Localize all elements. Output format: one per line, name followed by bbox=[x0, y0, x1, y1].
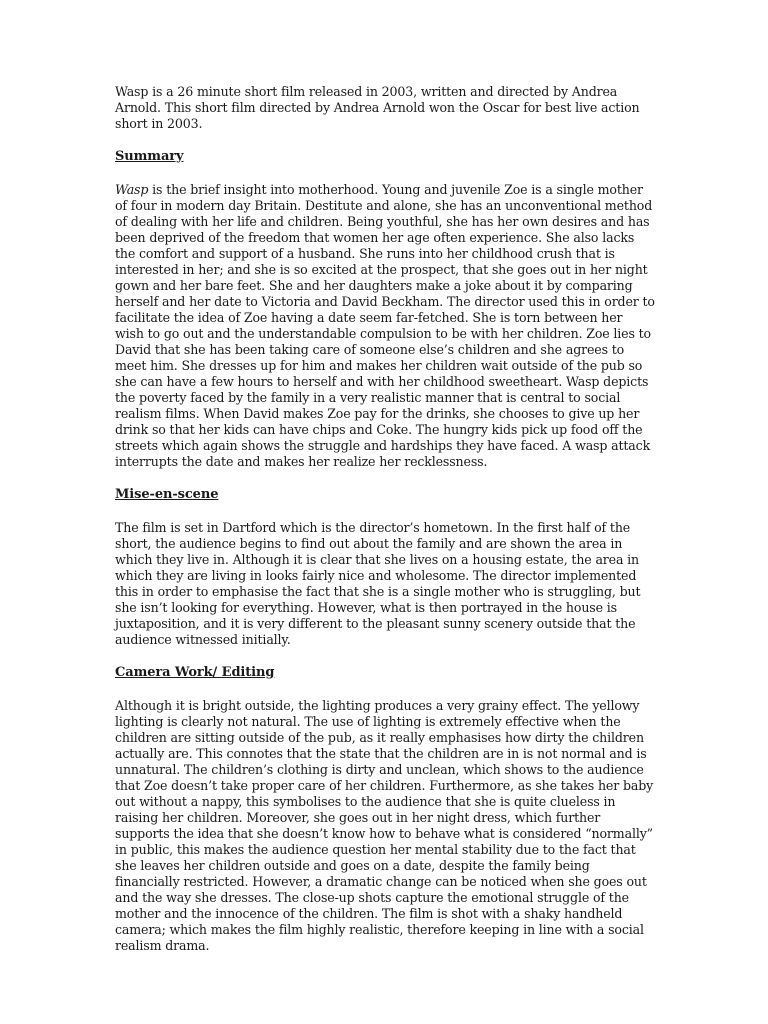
summary-heading: Summary bbox=[115, 149, 184, 164]
summary-body: is the brief insight into motherhood. Young and juvenile Zoe is a single mother of four in modern day Britain. Destitute and alone, she has an unconventional method of dealing with her life and children. Being youthful, she has her own desires and has been deprived of the freedom that women her age often experience. She also lacks the comfort and support of a husband. She runs into her childhood crush that is interested in her; and she is so excited at the prospect, that she goes out in her night gown and her bare feet. She and her daughters make a joke about it by comparing herself and her date to Victoria and David Beckham. The director used this in order to facilitate the idea of Zoe having a date seem far-fetched. She is torn between her wish to go out and the understandable compulsion to be with her children. Zoe lies to David that she has been taking care of someone else’s children and she agrees to meet him. She dresses up for him and makes her children wait outside of the pub so she can have a few hours to herself and with her childhood sweetheart. Wasp depicts the poverty faced by the family in a very realistic manner that is central to social realism films. When David makes Zoe pay for the drinks, she chooses to give up her drink so that her kids can have chips and Coke. The hungry kids pick up food off the streets which again shows the struggle and hardships they have faced. A wasp attack interrupts the date and makes her realize her recklessness. bbox=[115, 182, 655, 469]
camera-work-heading: Camera Work/ Editing bbox=[115, 665, 275, 680]
mise-en-scene-heading: Mise-en-scene bbox=[115, 487, 219, 502]
mise-en-scene-paragraph: The film is set in Dartford which is the director’s hometown. In the first half of the short, the audience begins to find out about the family and are shown the area in which they live in. Although it is clear that she lives on a housing estate, the area in which they are living in looks fairly nice and wholesome. The director implemented this in order to emphasise the fact that she is a single mother who is struggling, but she isn’t looking for everything. However, what is then portrayed in the house is juxtaposition, and it is very different to the pleasant sunny scenery outside that the audience witnessed initially. bbox=[115, 520, 641, 647]
camera-work-paragraph: Although it is bright outside, the lighting produces a very grainy effect. The yellowy lighting is clearly not natural. The use of lighting is extremely effective when the children are sitting outside of the pub, as it really emphasises how dirty the children actually are. This connotes that the state that the children are in is not normal and is unnatural. The children’s clothing is dirty and unclean, which shows to the audience that Zoe doesn’t take proper care of her children. Furthermore, as she takes her baby out without a nappy, this symbolises to the audience that she is quite clueless in raising her children. Moreover, she goes out in her night dress, which further supports the idea that she doesn’t know how to behave what is considered “normally” in public, this makes the audience question her mental stability due to the fact that she leaves her children outside and goes on a date, despite the family being financially restricted. However, a dramatic change can be noticed when she goes out and the way she dresses. The close-up shots capture the emotional struggle of the mother and the innocence of the children. The film is shot with a shaky handheld camera; which makes the film highly realistic, therefore keeping in line with a social realism drama. bbox=[115, 698, 654, 953]
summary-film-title: Wasp bbox=[115, 182, 149, 197]
summary-paragraph bbox=[115, 182, 655, 470]
document-page bbox=[115, 84, 655, 954]
intro-paragraph: Wasp is a 26 minute short film released in 2003, written and directed by Andrea Arnold. This short film directed by Andrea Arnold won the Oscar for best live action short in 2003. bbox=[115, 84, 640, 131]
